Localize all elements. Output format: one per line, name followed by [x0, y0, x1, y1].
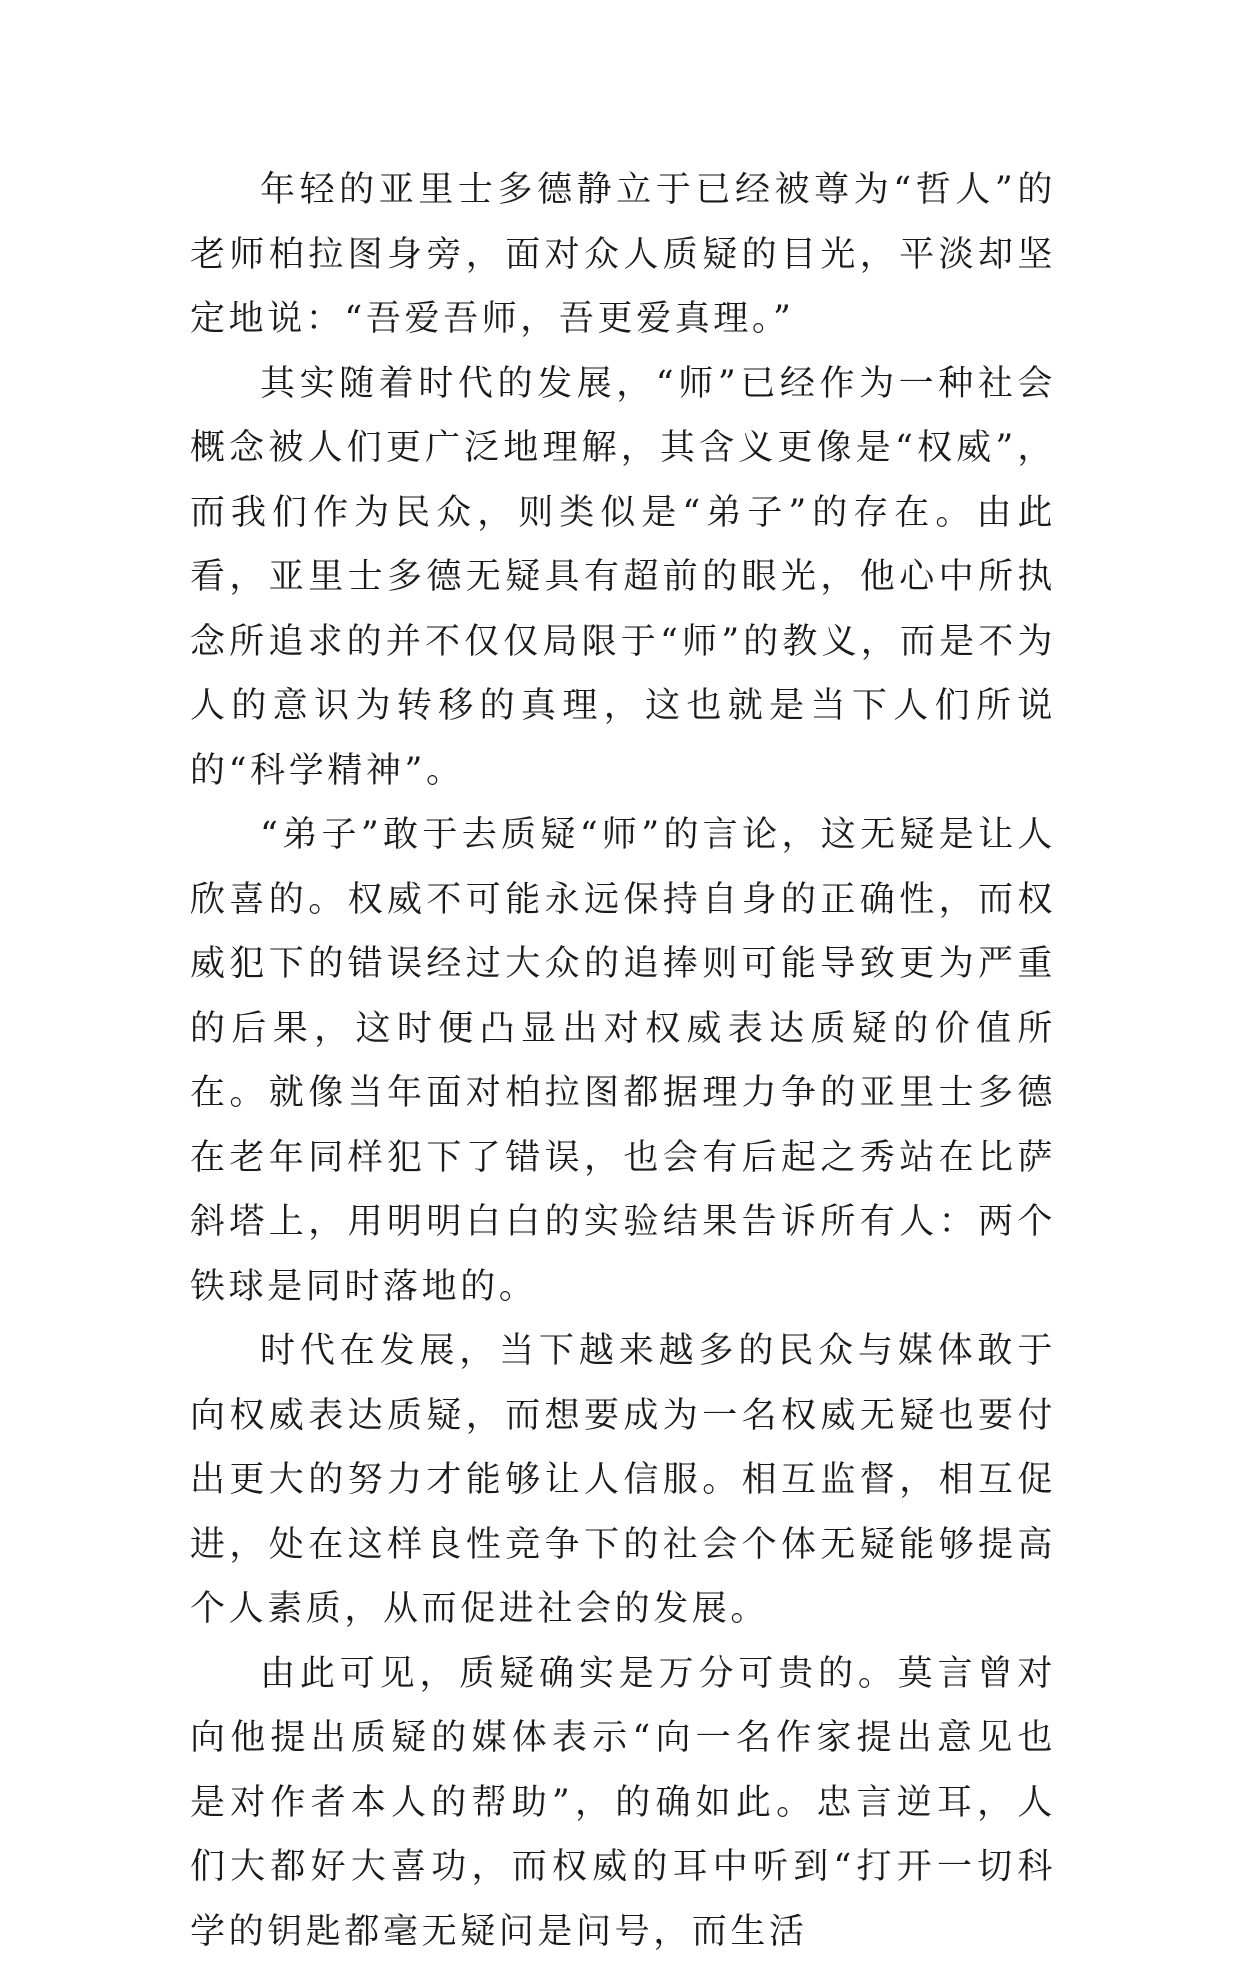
paragraph-1: 年轻的亚里士多德静立于已经被尊为“哲人”的老师柏拉图身旁，面对众人质疑的目光，平淡却坚定地说：“吾爱吾师，吾更爱真理。” — [190, 158, 1056, 352]
essay-body — [190, 158, 1056, 1964]
paragraph-4: 时代在发展，当下越来越多的民众与媒体敢于向权威表达质疑，而想要成为一名权威无疑也要付出更大的努力才能够让人信服。相互监督，相互促进，处在这样良性竞争下的社会个体无疑能够提高个人素质，从而促进社会的发展。 — [190, 1319, 1056, 1642]
paragraph-2: 其实随着时代的发展，“师”已经作为一种社会概念被人们更广泛地理解，其含义更像是“权威”，而我们作为民众，则类似是“弟子”的存在。由此看，亚里士多德无疑具有超前的眼光，他心中所执念所追求的并不仅仅局限于“师”的教义，而是不为人的意识为转移的真理，这也就是当下人们所说的“科学精神”。 — [190, 352, 1056, 804]
paragraph-5: 由此可见，质疑确实是万分可贵的。莫言曾对向他提出质疑的媒体表示“向一名作家提出意见也是对作者本人的帮助”，的确如此。忠言逆耳，人们大都好大喜功，而权威的耳中听到“打开一切科学的钥匙都毫无疑问是问号，而生活 — [190, 1642, 1056, 1964]
paragraph-3: “弟子”敢于去质疑“师”的言论，这无疑是让人欣喜的。权威不可能永远保持自身的正确性，而权威犯下的错误经过大众的追捧则可能导致更为严重的后果，这时便凸显出对权威表达质疑的价值所在。就像当年面对柏拉图都据理力争的亚里士多德在老年同样犯下了错误，也会有后起之秀站在比萨斜塔上，用明明白白的实验结果告诉所有人：两个铁球是同时落地的。 — [190, 803, 1056, 1319]
